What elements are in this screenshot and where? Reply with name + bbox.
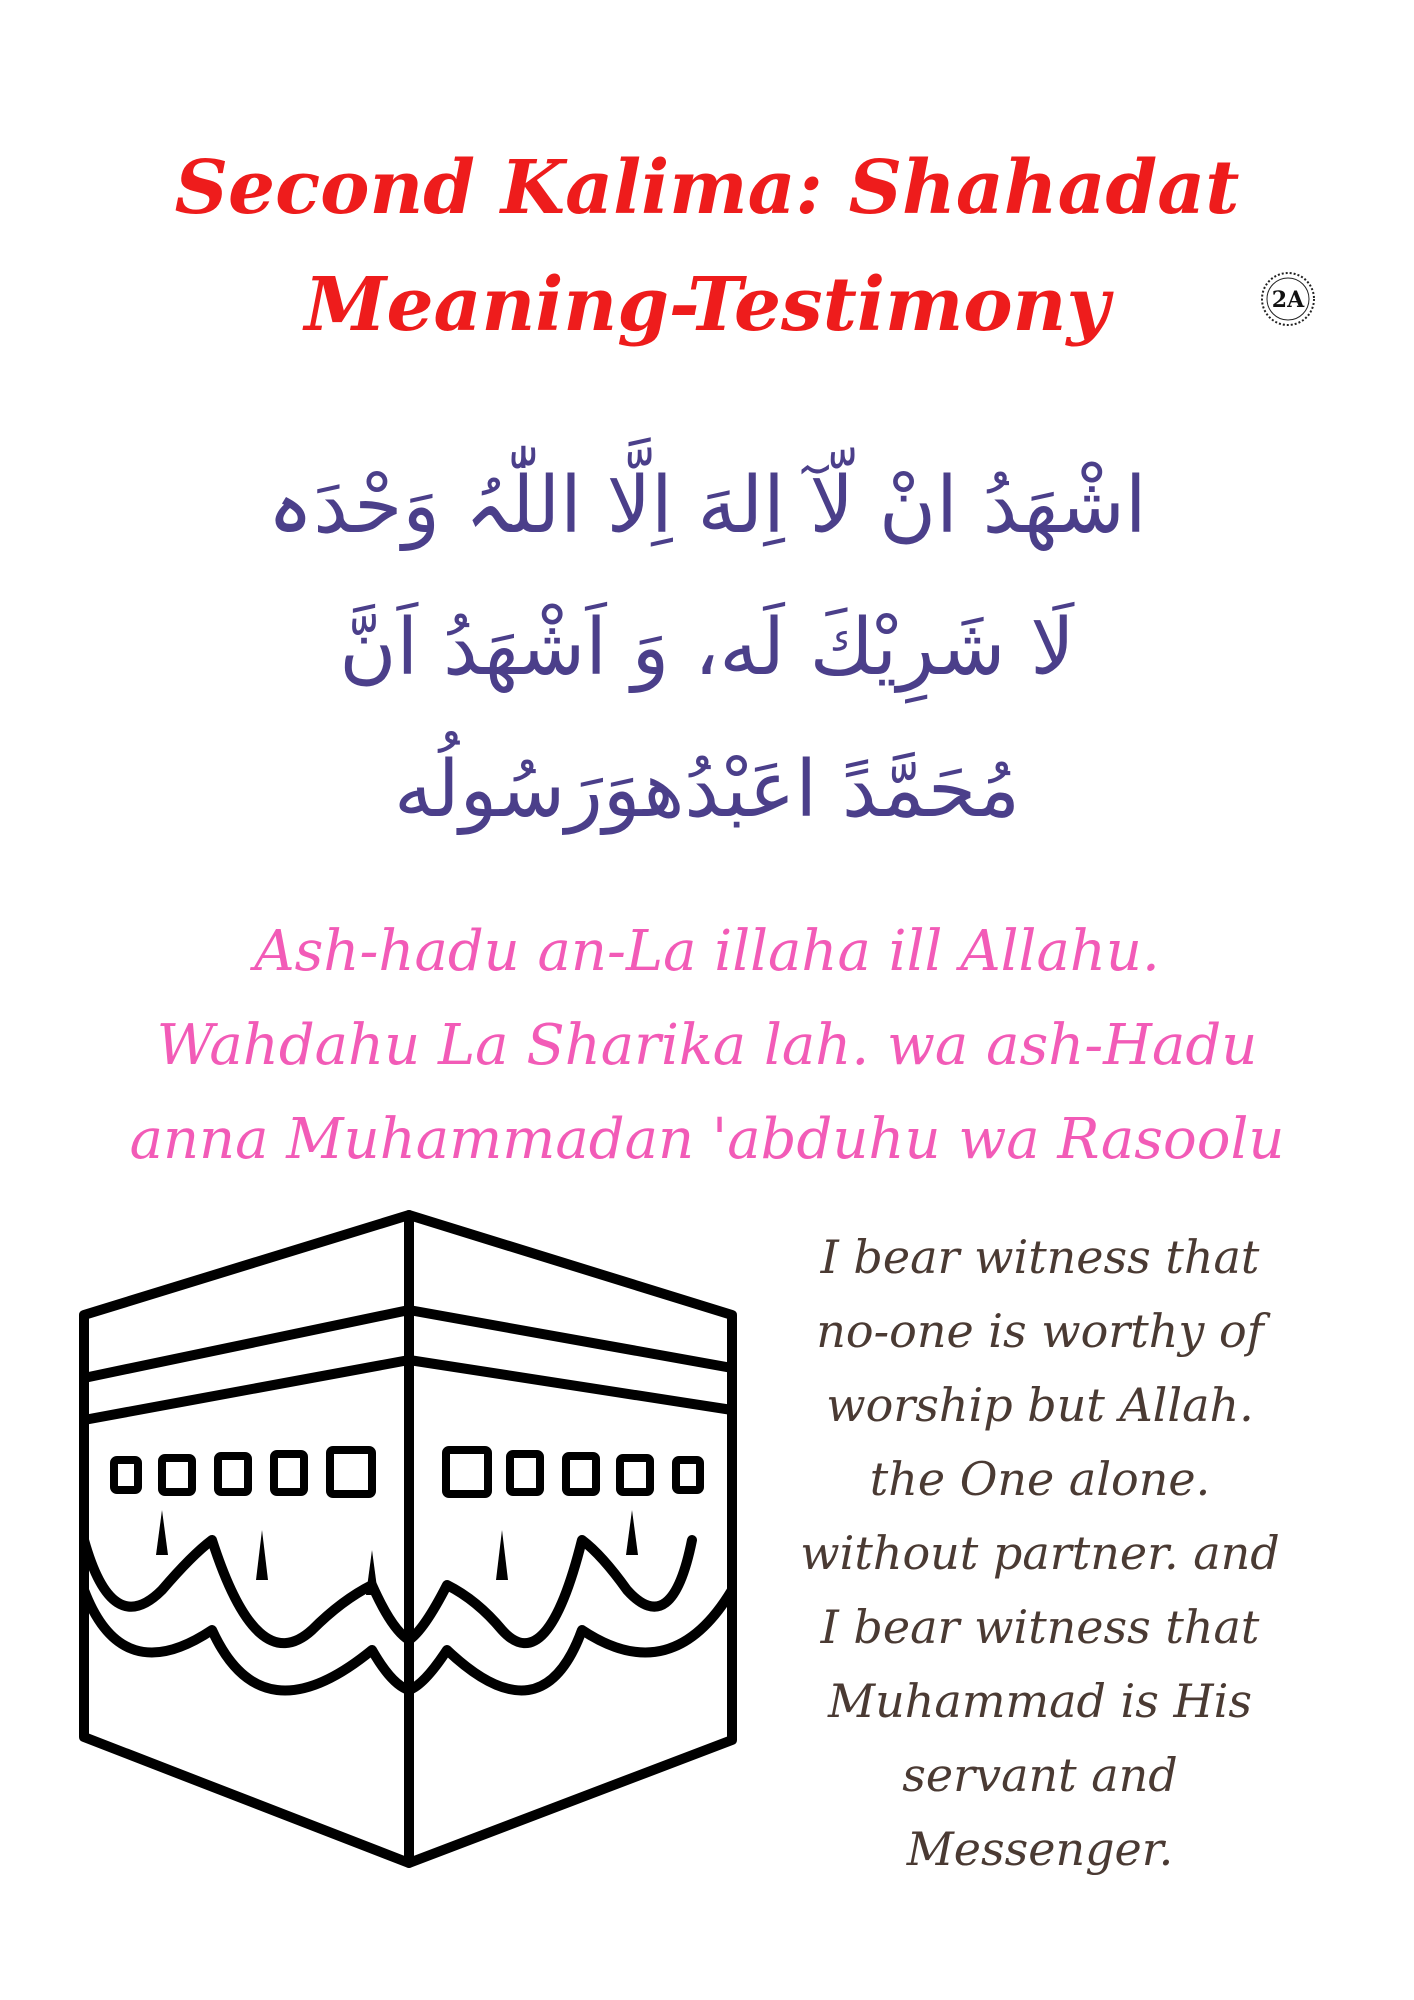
meaning-line: worship but Allah. bbox=[826, 1378, 1254, 1432]
meaning-line: I bear witness that bbox=[820, 1600, 1260, 1654]
meaning-line: without partner. and bbox=[800, 1526, 1280, 1580]
arabic-line-1: اشْهَدُ انْ لّآ اِلهَ اِلَّا اللّٰہُ وَحْدَہ bbox=[267, 461, 1147, 551]
meaning-line: I bear witness that bbox=[820, 1230, 1260, 1284]
page-subtitle: Meaning-Testimony bbox=[304, 262, 1110, 348]
arabic-line-2: لَا شَرِيْكَ لَه، وَ اَشْهَدُ اَنَّ bbox=[339, 603, 1075, 693]
transliteration-line-3: anna Muhammadan 'abduhu wa Rasoolu bbox=[129, 1107, 1285, 1172]
transliteration-line-1: Ash-hadu an-La illaha ill Allahu. bbox=[254, 919, 1160, 984]
kaaba-outline-icon bbox=[72, 1210, 752, 1880]
meaning-line: Messenger. bbox=[906, 1822, 1174, 1876]
2a-monogram-icon bbox=[1259, 270, 1317, 328]
meaning-line: servant and bbox=[902, 1748, 1178, 1802]
meaning-line: no-one is worthy of bbox=[816, 1304, 1264, 1358]
transliteration-line-2: Wahdahu La Sharika lah. wa ash-Hadu bbox=[156, 1013, 1258, 1078]
meaning-line: the One alone. bbox=[869, 1452, 1211, 1506]
svg-text:2A: 2A bbox=[1271, 287, 1305, 313]
arabic-line-3: مُحَمَّدً اعَبْدُهوَرَسُولُه bbox=[394, 745, 1020, 835]
meaning-line: Muhammad is His bbox=[828, 1674, 1252, 1728]
page-title: Second Kalima: Shahadat bbox=[174, 145, 1240, 231]
